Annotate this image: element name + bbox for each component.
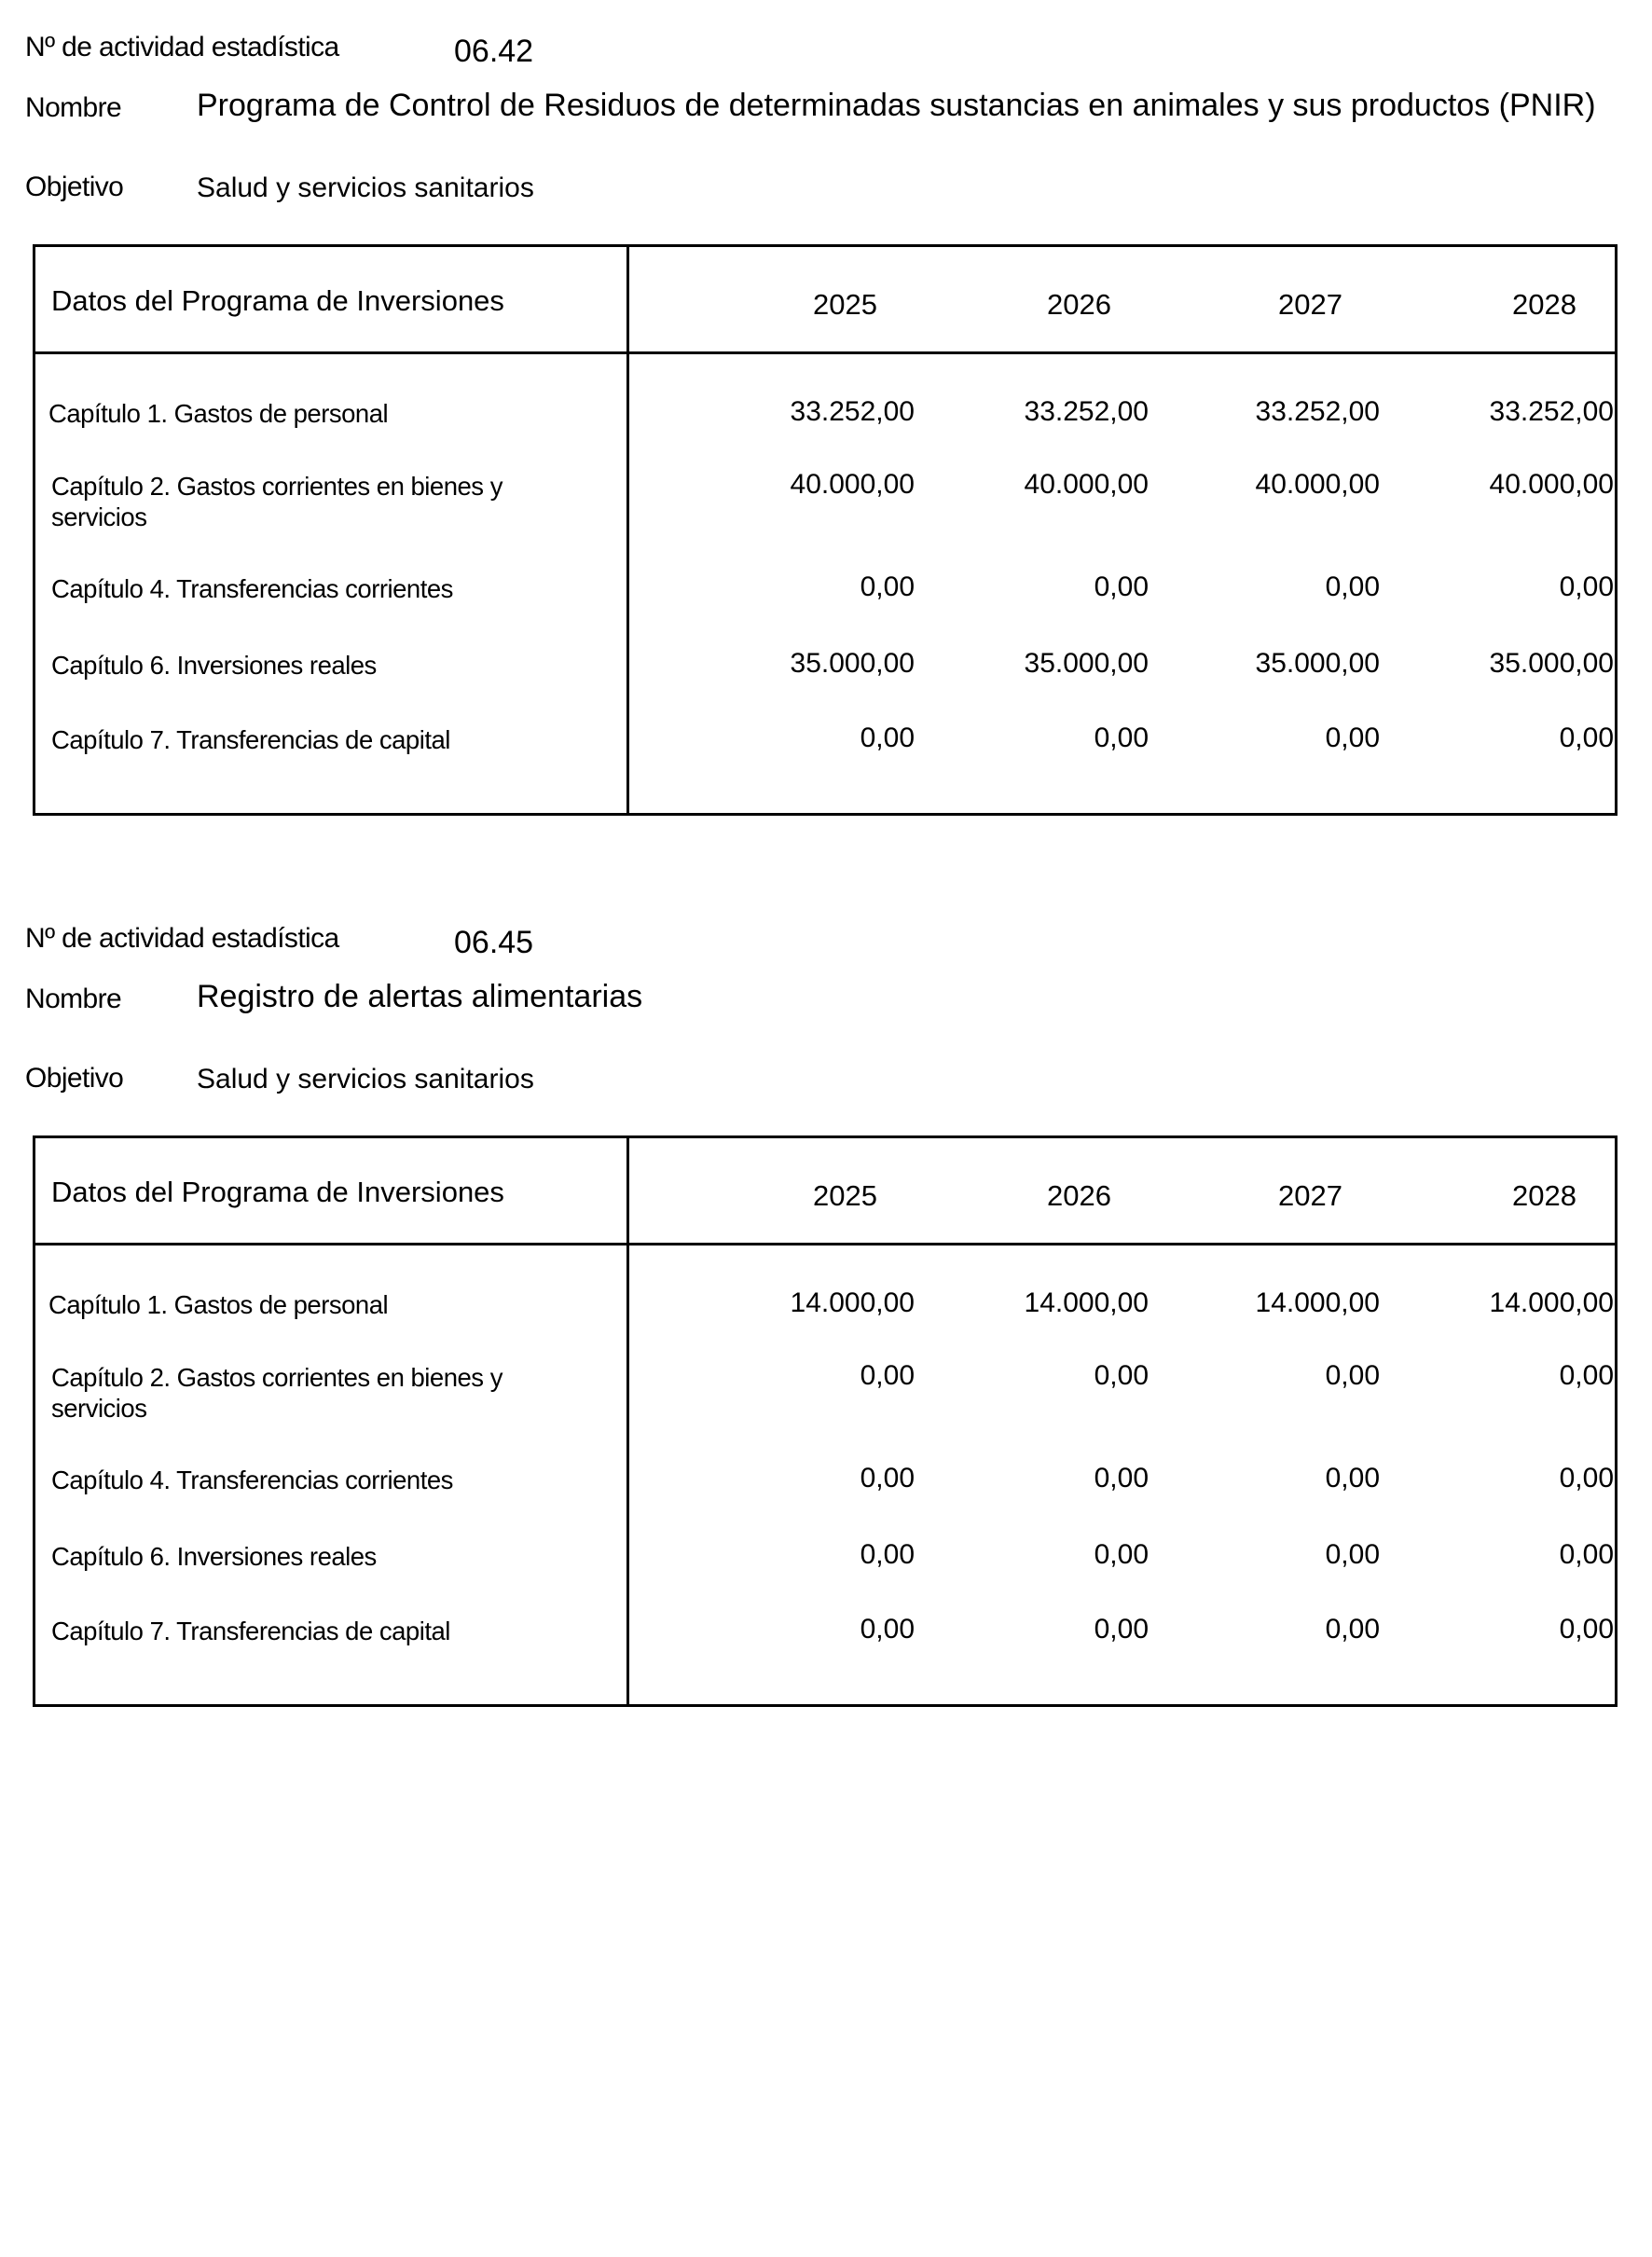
activity-number-label: Nº de actividad estadística — [25, 32, 339, 62]
cell-value: 0,00 — [1094, 1614, 1149, 1645]
row-label: Capítulo 2. Gastos corrientes en bienes y servicios — [51, 1363, 502, 1423]
cell-value: 35.000,00 — [1255, 648, 1380, 679]
cell-value: 0,00 — [1325, 723, 1380, 753]
year-header: 2025 — [813, 1179, 877, 1212]
cell-value: 0,00 — [1559, 723, 1614, 753]
cell-value: 14.000,00 — [1255, 1287, 1380, 1318]
year-header: 2028 — [1512, 288, 1576, 321]
objective-value: Salud y servicios sanitarios — [197, 172, 534, 203]
row-label: Capítulo 1. Gastos de personal — [48, 399, 389, 428]
cell-value: 14.000,00 — [1489, 1287, 1614, 1318]
cell-value: 33.252,00 — [790, 396, 915, 427]
row-label: Capítulo 7. Transferencias de capital — [51, 1617, 450, 1645]
year-header: 2025 — [813, 288, 877, 321]
cell-value: 0,00 — [1559, 571, 1614, 602]
investment-table — [33, 244, 1618, 816]
cell-value: 14.000,00 — [790, 1287, 915, 1318]
cell-value: 35.000,00 — [1489, 648, 1614, 679]
year-header: 2026 — [1047, 288, 1111, 321]
cell-value: 35.000,00 — [790, 648, 915, 679]
cell-value: 0,00 — [1559, 1463, 1614, 1493]
cell-value: 0,00 — [1094, 571, 1149, 602]
cell-value: 0,00 — [1559, 1360, 1614, 1391]
year-header: 2027 — [1278, 288, 1342, 321]
cell-value: 0,00 — [860, 1463, 915, 1493]
table-header-label: Datos del Programa de Inversiones — [51, 284, 504, 317]
table-column-divider — [626, 1138, 629, 1704]
activity-number-label: Nº de actividad estadística — [25, 923, 339, 954]
cell-value: 35.000,00 — [1024, 648, 1149, 679]
objective-label: Objetivo — [25, 172, 124, 202]
row-label: Capítulo 4. Transferencias corrientes — [51, 574, 453, 603]
row-label: Capítulo 1. Gastos de personal — [48, 1290, 389, 1319]
cell-value: 0,00 — [1325, 1539, 1380, 1570]
activity-number-value: 06.45 — [454, 925, 534, 960]
cell-value: 40.000,00 — [790, 469, 915, 500]
cell-value: 0,00 — [1094, 1360, 1149, 1391]
year-header: 2028 — [1512, 1179, 1576, 1212]
row-label: Capítulo 4. Transferencias corrientes — [51, 1466, 453, 1494]
activity-section — [0, 891, 1652, 1749]
cell-value: 40.000,00 — [1024, 469, 1149, 500]
cell-value: 0,00 — [1559, 1614, 1614, 1645]
row-label: Capítulo 6. Inversiones reales — [51, 1542, 377, 1571]
year-header: 2026 — [1047, 1179, 1111, 1212]
activity-number-value: 06.42 — [454, 34, 534, 69]
cell-value: 0,00 — [1325, 1614, 1380, 1645]
cell-value: 0,00 — [1094, 1463, 1149, 1493]
name-value: Registro de alertas alimentarias — [197, 979, 643, 1014]
cell-value: 0,00 — [1094, 1539, 1149, 1570]
cell-value: 0,00 — [860, 1539, 915, 1570]
cell-value: 40.000,00 — [1255, 469, 1380, 500]
objective-label: Objetivo — [25, 1063, 124, 1094]
cell-value: 0,00 — [860, 1360, 915, 1391]
name-label: Nombre — [25, 92, 122, 123]
cell-value: 40.000,00 — [1489, 469, 1614, 500]
cell-value: 33.252,00 — [1255, 396, 1380, 427]
row-label: Capítulo 2. Gastos corrientes en bienes y servicios — [51, 472, 502, 531]
cell-value: 0,00 — [1325, 1463, 1380, 1493]
table-header-label: Datos del Programa de Inversiones — [51, 1176, 504, 1208]
cell-value: 0,00 — [1094, 723, 1149, 753]
cell-value: 14.000,00 — [1024, 1287, 1149, 1318]
row-label: Capítulo 7. Transferencias de capital — [51, 725, 450, 754]
cell-value: 0,00 — [860, 1614, 915, 1645]
cell-value: 0,00 — [860, 571, 915, 602]
cell-value: 33.252,00 — [1489, 396, 1614, 427]
investment-table — [33, 1135, 1618, 1707]
cell-value: 0,00 — [860, 723, 915, 753]
table-header-divider — [35, 1243, 1615, 1245]
table-column-divider — [626, 247, 629, 813]
name-label: Nombre — [25, 984, 122, 1014]
cell-value: 0,00 — [1559, 1539, 1614, 1570]
name-value: Programa de Control de Residuos de determinadas sustancias en animales y sus productos (PNIR) — [197, 88, 1596, 123]
table-header-divider — [35, 351, 1615, 354]
cell-value: 33.252,00 — [1024, 396, 1149, 427]
cell-value: 0,00 — [1325, 1360, 1380, 1391]
cell-value: 0,00 — [1325, 571, 1380, 602]
row-label: Capítulo 6. Inversiones reales — [51, 651, 377, 680]
activity-section — [0, 0, 1652, 858]
year-header: 2027 — [1278, 1179, 1342, 1212]
objective-value: Salud y servicios sanitarios — [197, 1064, 534, 1094]
